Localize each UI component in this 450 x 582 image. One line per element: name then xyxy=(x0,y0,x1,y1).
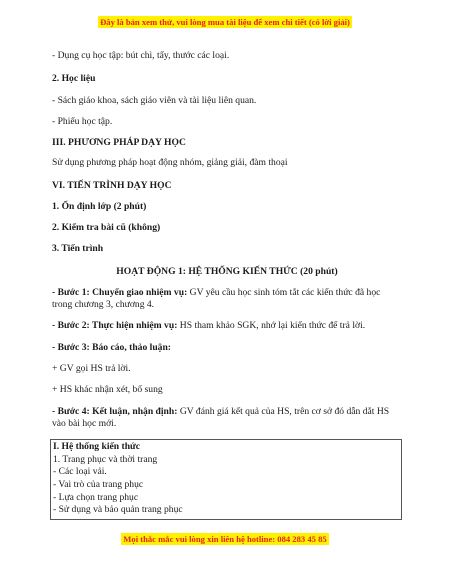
preview-banner xyxy=(0,17,450,27)
heading-hoc-lieu: 2. Học liệu xyxy=(52,73,96,85)
step-4-text: GV đánh giá kết quả của HS, trên cơ sở đó dẫn dắt HS vào bài học mới. xyxy=(52,405,390,429)
step-1 xyxy=(52,287,402,312)
knowledge-item: - Các loại vải. xyxy=(53,466,107,478)
step-3-line-2: + HS khác nhận xét, bổ sung xyxy=(52,384,163,396)
hotline-banner-text: Mọi thắc mắc vui lòng xin liên hệ hotline: 084 283 45 85 xyxy=(123,534,327,544)
step-1-text: GV yêu cầu học sinh tóm tắt các kiến thức đã học trong chương 3, chương 4. xyxy=(52,286,381,311)
supplies-line: - Dụng cụ học tập: bút chì, tẩy, thước các loại. xyxy=(52,50,230,61)
heading-on-dinh-lop: 1. Ổn định lớp (2 phút) xyxy=(52,200,147,212)
heading-tien-trinh-sub: 3. Tiến trình xyxy=(52,243,104,255)
preview-banner-text: Đây là bản xem thử, vui lòng mua tài liệu để xem chi tiết (có lời giải) xyxy=(100,17,350,27)
knowledge-item: 1. Trang phục và thời trang xyxy=(53,453,158,465)
step-2-label: - Bước 2: Thực hiện nhiệm vụ: xyxy=(52,320,178,332)
heading-phuong-phap: III. PHƯƠNG PHÁP DẠY HỌC xyxy=(52,137,186,149)
document-body xyxy=(52,44,402,520)
knowledge-item: - Sử dụng và bảo quản trang phục xyxy=(53,504,183,516)
heading-tien-trinh: VI. TIẾN TRÌNH DẠY HỌC xyxy=(52,179,172,191)
step-3-label: - Bước 3: Báo cáo, thảo luận: xyxy=(52,341,171,353)
hotline-banner xyxy=(0,534,450,544)
knowledge-item: - Lựa chọn trang phục xyxy=(53,491,139,503)
step-4 xyxy=(52,406,402,431)
worksheet-line: - Phiếu học tập. xyxy=(52,115,113,127)
textbook-line: - Sách giáo khoa, sách giáo viên và tài liệu liên quan. xyxy=(52,94,257,106)
step-4-label: - Bước 4: Kết luận, nhận định: xyxy=(52,405,178,417)
step-2 xyxy=(52,320,402,332)
step-3-line-1: + GV gọi HS trả lời. xyxy=(52,362,131,374)
step-1-label: - Bước 1: Chuyển giao nhiệm vụ: xyxy=(52,286,188,298)
knowledge-item: - Vai trò của trang phục xyxy=(53,479,144,491)
heading-hoat-dong: HOẠT ĐỘNG 1: HỆ THỐNG KIẾN THỨC (20 phút) xyxy=(116,265,338,277)
method-line: Sử dụng phương pháp hoạt động nhóm, giảng giải, đàm thoại xyxy=(52,157,288,169)
heading-kiem-tra: 2. Kiểm tra bài cũ (không) xyxy=(52,222,161,234)
knowledge-box-title: I. Hệ thống kiến thức xyxy=(53,441,141,453)
step-2-text: HS tham khảo SGK, nhớ lại kiến thức để trả lời. xyxy=(177,320,366,332)
knowledge-box xyxy=(50,439,402,520)
